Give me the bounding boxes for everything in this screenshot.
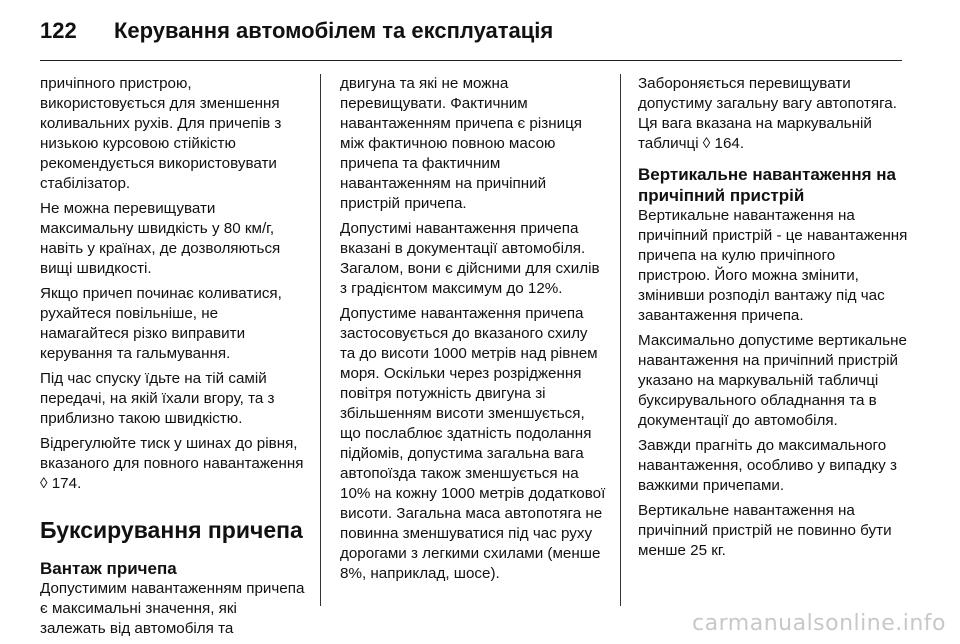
paragraph: Відрегулюйте тиск у шинах до рівня, вказаного для повного навантаження ◊ 174. <box>40 435 304 492</box>
paragraph: Допустимі навантаження причепа вказані в документації автомобіля. Загалом, вони є дійсними для схилів з градієнтом максимум до 12%. <box>340 220 600 297</box>
paragraph: Допустимим навантаженням причепа є максимальні значення, які залежать від автомобіля та <box>40 580 305 637</box>
column-2 <box>340 74 606 589</box>
page-title: Керування автомобілем та експлуатація <box>114 18 554 43</box>
page-number: 122 <box>40 18 77 43</box>
paragraph: двигуна та які не можна перевищувати. Фактичним навантаженням причепа є різниця між фактичною повною масою причепа та фактичним навантаженням на причіпний пристрій причепа. <box>340 75 583 212</box>
column-1 <box>40 74 306 644</box>
subsection-heading: Вантаж причепа <box>40 559 177 578</box>
paragraph: Забороняється перевищувати допустиму загальну вагу автопотяга. Ця вага вказана на маркувальній табличці ◊ 164. <box>638 75 897 152</box>
watermark: carmanualsonline.info <box>692 611 946 636</box>
paragraph: Допустиме навантаження причепа застосовується до вказаного схилу та до висоти 1000 метрів над рівнем моря. Оскільки через розрідження повітря потужність двигуна зі збільшенням висоти зменшується, що послаблює здатність подолання підйомів, допустима загальна вага автопоїзда також зменшується на 10% на кожну 1000 метрів додаткової висоти. Загальна маса автопотяга не повинна зменшуватися під час руху дорогами з легкими схилами (менше 8%, наприклад, шосе). <box>340 305 606 582</box>
paragraph: Під час спуску їдьте на тій самій передачі, на якій їхали вгору, та з приблизно такою швидкістю. <box>40 370 275 427</box>
section-heading: Буксирування причепа <box>40 517 303 543</box>
paragraph: Не можна перевищувати максимальну швидкість у 80 км/г, навіть у країнах, де дозволяються вищі швидкості. <box>40 200 281 277</box>
paragraph: Максимально допустиме вертикальне навантаження на причіпний пристрій указано на маркувальній табличці буксирувального обладнання та в документації до автомобіля. <box>638 332 907 429</box>
subsection-heading: Вертикальне навантаження на причіпний пристрій <box>638 165 896 205</box>
paragraph: Якщо причеп починає коливатися, рухайтеся повільніше, не намагайтеся різко виправити керування та гальмування. <box>40 285 282 362</box>
paragraph: причіпного пристрою, використовується для зменшення коливальних рухів. Для причепів з низькою курсовою стійкістю рекомендується використовувати стабілізатор. <box>40 75 282 192</box>
paragraph: Вертикальне навантаження на причіпний пристрій - це навантаження причепа на кулю причіпного пристрою. Його можна змінити, змінивши розподіл вантажу під час завантаження причепа. <box>638 207 908 324</box>
column-divider <box>320 74 321 606</box>
column-divider <box>620 74 621 606</box>
paragraph: Завжди прагніть до максимального навантаження, особливо у випадку з важкими причепами. <box>638 437 897 494</box>
header-divider <box>40 60 902 61</box>
paragraph: Вертикальне навантаження на причіпний пристрій не повинно бути менше 25 кг. <box>638 502 892 559</box>
page-header <box>40 14 553 48</box>
column-3 <box>638 74 908 566</box>
